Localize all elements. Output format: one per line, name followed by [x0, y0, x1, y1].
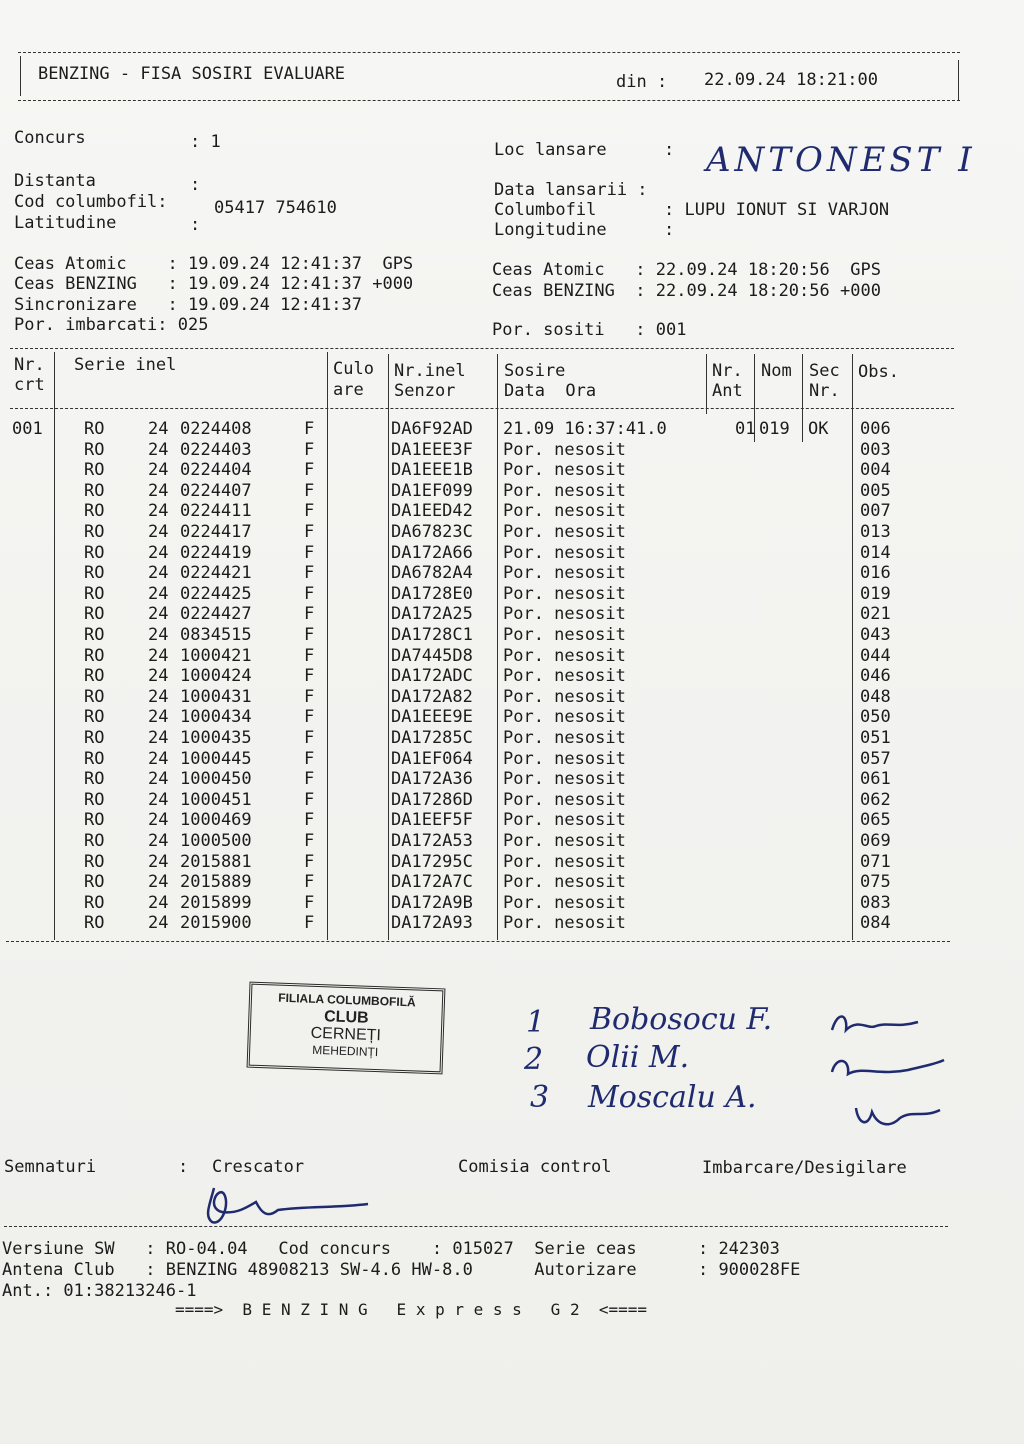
cell-sex: F — [304, 728, 315, 748]
cell-tara: RO — [84, 583, 105, 604]
cell-an: 24 — [148, 501, 169, 522]
ceas-benzing-end: Ceas BENZING : 22.09.24 18:20:56 +000 — [492, 281, 881, 301]
cell-sex: F — [304, 522, 315, 542]
distanta-label: Distanta — [14, 171, 96, 191]
cell-inel: 0224427 — [180, 604, 252, 625]
cell-obs: 013 — [860, 522, 891, 542]
header-nr: Nr. — [14, 355, 45, 375]
cell-obs: 007 — [860, 501, 891, 522]
cell-an: 24 — [148, 439, 169, 460]
ceas-atomic-end: Ceas Atomic : 22.09.24 18:20:56 GPS — [492, 260, 881, 280]
cell-sex: F — [304, 769, 315, 790]
cell-tara: RO — [84, 563, 105, 584]
cell-senzor: DA172A93 — [391, 913, 473, 934]
concurs-label: Concurs — [14, 128, 86, 148]
cell-an: 24 — [148, 707, 169, 728]
cell-obs: 084 — [860, 913, 891, 934]
cell-sosire: Por. nesosit — [503, 851, 626, 872]
crescator-signature — [196, 1182, 376, 1232]
cell-senzor: DA6782A4 — [391, 563, 473, 584]
table-row — [0, 687, 1000, 708]
cell-tara: RO — [84, 480, 105, 501]
table-row — [0, 831, 1000, 852]
cell-an: 24 — [148, 748, 169, 769]
cell-inel: 0224407 — [180, 480, 252, 501]
cell-senzor: DA17295C — [391, 851, 473, 872]
cell-obs: 016 — [860, 563, 891, 584]
cell-sosire: Por. nesosit — [503, 707, 626, 728]
cell-an: 24 — [148, 851, 169, 872]
cell-sex: F — [304, 707, 315, 728]
document-title: BENZING - FISA SOSIRI EVALUARE — [38, 64, 346, 84]
cell-an: 24 — [148, 604, 169, 625]
cell-an: 24 — [148, 563, 169, 584]
commission-1-number: 1 — [526, 1005, 546, 1040]
table-row — [0, 728, 1000, 749]
cell-an: 24 — [148, 872, 169, 893]
table-row — [0, 501, 1000, 522]
cell-obs: 061 — [860, 769, 891, 790]
cell-tara: RO — [84, 728, 105, 748]
cell-obs: 083 — [860, 892, 891, 913]
table-row — [0, 419, 1000, 440]
cell-obs: 021 — [860, 604, 891, 625]
table-header-bottom-border — [10, 408, 954, 409]
cell-sosire: Por. nesosit — [503, 892, 626, 913]
table-bottom-border — [6, 941, 950, 942]
cell-an: 24 — [148, 542, 169, 563]
longitudine-value: : — [664, 220, 675, 240]
cell-senzor: DA1EF099 — [391, 480, 473, 501]
latitudine-value: : — [190, 215, 201, 235]
ceas-atomic-start: Ceas Atomic : 19.09.24 12:41:37 GPS — [14, 254, 414, 274]
stamp-line-2: CLUB — [323, 1008, 369, 1027]
cell-obs: 014 — [860, 542, 891, 563]
table-row — [0, 810, 1000, 831]
cell-an: 24 — [148, 831, 169, 851]
cell-inel: 1000450 — [180, 769, 252, 790]
concurs-value: : 1 — [190, 132, 221, 152]
commission-2-number: 2 — [524, 1042, 544, 1077]
commission-1-name: Bobosocu F. — [590, 1002, 773, 1037]
header-nr-ant: Nr. — [712, 361, 743, 381]
table-row — [0, 563, 1000, 584]
cell-sex: F — [304, 460, 315, 481]
semnaturi-colon: : — [178, 1157, 189, 1177]
cell-senzor: DA172A7C — [391, 872, 473, 893]
cell-sex: F — [304, 748, 315, 769]
cell-sex: F — [304, 789, 315, 810]
cell-obs: 057 — [860, 748, 891, 769]
cell-senzor: DA1728E0 — [391, 583, 473, 604]
cell-inel: 0224425 — [180, 583, 252, 604]
cell-sosire: Por. nesosit — [503, 831, 626, 851]
cell-sosire: Por. nesosit — [503, 501, 626, 522]
cell-senzor: DA1EEE3F — [391, 439, 473, 460]
table-row — [0, 543, 1000, 564]
header-culoare-1: Culo — [333, 359, 374, 379]
table-row — [0, 893, 1000, 914]
cell-an: 24 — [148, 728, 169, 748]
cell-inel: 1000451 — [180, 789, 252, 810]
cell-sosire: Por. nesosit — [503, 645, 626, 666]
loc-lansare-colon: : — [664, 140, 675, 160]
cell-obs: 043 — [860, 625, 891, 645]
cell-obs: 065 — [860, 810, 891, 831]
cell-senzor: DA1EF064 — [391, 748, 473, 769]
table-row — [0, 707, 1000, 728]
cell-sosire: Por. nesosit — [503, 625, 626, 645]
cell-sosire: Por. nesosit — [503, 542, 626, 563]
crescator-label: Crescator — [212, 1157, 305, 1177]
cell-obs: 062 — [860, 789, 891, 810]
table-row — [0, 646, 1000, 667]
table-row — [0, 769, 1000, 790]
stamp-line-1: FILIALA COLUMBOFILĂ — [278, 990, 416, 1010]
cell-sex: F — [304, 872, 315, 893]
table-row — [0, 584, 1000, 605]
cell-sex: F — [304, 480, 315, 501]
cell-obs: 051 — [860, 728, 891, 748]
cell-obs: 071 — [860, 851, 891, 872]
table-row — [0, 604, 1000, 625]
header-right-edge — [958, 60, 959, 100]
cell-sosire: Por. nesosit — [503, 604, 626, 625]
commission-signatures — [828, 1000, 948, 1150]
cell-senzor: DA7445D8 — [391, 645, 473, 666]
cell-senzor: DA172A53 — [391, 831, 473, 851]
cell-an: 24 — [148, 625, 169, 645]
cell-sosire: Por. nesosit — [503, 913, 626, 934]
cell-senzor: DA6F92AD — [391, 419, 473, 439]
footer-ant: Ant.: 01:38213246-1 — [2, 1281, 197, 1301]
cell-an: 24 — [148, 460, 169, 481]
header-sec-nr: Nr. — [809, 381, 840, 401]
cell-an: 24 — [148, 645, 169, 666]
cell-tara: RO — [84, 625, 105, 645]
cell-sex: F — [304, 645, 315, 666]
cell-sosire: Por. nesosit — [503, 686, 626, 707]
cell-obs: 006 — [860, 419, 891, 439]
cell-obs: 046 — [860, 666, 891, 687]
cell-tara: RO — [84, 522, 105, 542]
cell-tara: RO — [84, 913, 105, 934]
club-stamp — [247, 982, 446, 1075]
cell-an: 24 — [148, 522, 169, 542]
table-row — [0, 913, 1000, 934]
cell-obs: 075 — [860, 872, 891, 893]
cell-tara: RO — [84, 789, 105, 810]
header-top-border — [18, 52, 960, 53]
cell-senzor: DA17285C — [391, 728, 473, 748]
cell-tara: RO — [84, 892, 105, 913]
cell-sex: F — [304, 439, 315, 460]
cell-tara: RO — [84, 872, 105, 893]
commission-3-number: 3 — [530, 1080, 550, 1115]
table-row — [0, 440, 1000, 461]
cell-inel: 1000424 — [180, 666, 252, 687]
cell-an: 24 — [148, 480, 169, 501]
cell-obs: 003 — [860, 439, 891, 460]
cell-sex: F — [304, 501, 315, 522]
stamp-line-4: MEHEDINȚI — [311, 1042, 379, 1060]
cell-obs: 004 — [860, 460, 891, 481]
header-senzor: Senzor — [394, 381, 456, 401]
cell-inel: 1000469 — [180, 810, 252, 831]
header-left-edge — [20, 56, 21, 96]
table-row — [0, 872, 1000, 893]
footer-versiune: Versiune SW : RO-04.04 Cod concurs : 015027 Serie ceas : 242303 — [2, 1239, 780, 1259]
commission-2-name: Olii M. — [586, 1040, 690, 1075]
cell-tara: RO — [84, 769, 105, 790]
cell-obs: 048 — [860, 686, 891, 707]
cell-sex: F — [304, 810, 315, 831]
semnaturi-label: Semnaturi — [4, 1157, 97, 1177]
cell-senzor: DA172ADC — [391, 666, 473, 687]
cell-inel: 2015889 — [180, 872, 252, 893]
cell-inel: 1000421 — [180, 645, 252, 666]
cod-columbofil-value: 05417 754610 — [214, 198, 337, 218]
cell-senzor: DA172A82 — [391, 686, 473, 707]
cell-sex: F — [304, 892, 315, 913]
cell-inel: 2015899 — [180, 892, 252, 913]
cell-tara: RO — [84, 666, 105, 687]
cell-sec: OK — [808, 419, 829, 439]
cell-sex: F — [304, 666, 315, 687]
cell-inel: 1000431 — [180, 686, 252, 707]
table-row — [0, 481, 1000, 502]
cell-senzor: DA172A9B — [391, 892, 473, 913]
cell-inel: 2015900 — [180, 913, 252, 934]
commission-3-name: Moscalu A. — [588, 1080, 757, 1115]
cell-an: 24 — [148, 583, 169, 604]
cell-senzor: DA172A25 — [391, 604, 473, 625]
table-row — [0, 749, 1000, 770]
cell-tara: RO — [84, 707, 105, 728]
cell-sosire: Por. nesosit — [503, 522, 626, 542]
header-crt: crt — [14, 375, 45, 395]
table-row — [0, 625, 1000, 646]
cell-inel: 0224404 — [180, 460, 252, 481]
cell-nr: 001 — [12, 419, 43, 439]
cell-sex: F — [304, 542, 315, 563]
cell-an: 24 — [148, 686, 169, 707]
cell-senzor: DA1EED42 — [391, 501, 473, 522]
cell-tara: RO — [84, 831, 105, 851]
cell-sosire: Por. nesosit — [503, 789, 626, 810]
cell-inel: 0834515 — [180, 625, 252, 645]
cell-senzor: DA172A36 — [391, 769, 473, 790]
distanta-value: : — [190, 175, 201, 195]
cell-inel: 0224408 — [180, 419, 252, 439]
table-header-top-border — [10, 348, 954, 349]
cell-inel: 1000434 — [180, 707, 252, 728]
cell-inel: 0224403 — [180, 439, 252, 460]
cell-sosire: Por. nesosit — [503, 728, 626, 748]
cell-sosire: Por. nesosit — [503, 769, 626, 790]
header-obs: Obs. — [858, 362, 899, 382]
header-bottom-border — [18, 100, 960, 101]
table-row — [0, 666, 1000, 687]
header-nrinel: Nr.inel — [394, 361, 466, 381]
sincronizare: Sincronizare : 19.09.24 12:41:37 — [14, 295, 362, 315]
cell-sosire: 21.09 16:37:41.0 — [503, 419, 667, 439]
ceas-benzing-start: Ceas BENZING : 19.09.24 12:41:37 +000 — [14, 274, 414, 294]
footer-banner: ====> B E N Z I N G E x p r e s s G 2 <==== — [175, 1300, 648, 1319]
cell-sex: F — [304, 583, 315, 604]
comisia-control-label: Comisia control — [458, 1157, 612, 1177]
cell-obs: 044 — [860, 645, 891, 666]
cell-senzor: DA67823C — [391, 522, 473, 542]
data-lansarii-label: Data lansarii : — [494, 180, 648, 200]
longitudine-label: Longitudine — [494, 220, 607, 240]
cell-an: 24 — [148, 789, 169, 810]
cell-tara: RO — [84, 542, 105, 563]
header-sosire: Sosire — [504, 361, 566, 381]
cell-sex: F — [304, 604, 315, 625]
loc-lansare-handwritten: ANTONEST I — [706, 140, 976, 180]
columbofil-value: : LUPU IONUT SI VARJON — [664, 200, 890, 220]
cell-tara: RO — [84, 439, 105, 460]
columbofil-label: Columbofil — [494, 200, 597, 220]
cell-inel: 1000445 — [180, 748, 252, 769]
cell-senzor: DA1EEE1B — [391, 460, 473, 481]
cell-tara: RO — [84, 604, 105, 625]
table-row — [0, 460, 1000, 481]
table-row — [0, 522, 1000, 543]
footer-antena: Antena Club : BENZING 48908213 SW-4.6 HW-8.0 Autorizare : 900028FE — [2, 1260, 801, 1280]
cell-senzor: DA17286D — [391, 789, 473, 810]
stamp-line-3: CERNEȚI — [310, 1024, 382, 1045]
cell-senzor: DA1EEF5F — [391, 810, 473, 831]
cell-nom: 019 — [759, 419, 790, 439]
imbarcare-label: Imbarcare/Desigilare — [702, 1158, 907, 1178]
col-sep-sosire — [706, 354, 707, 414]
cell-senzor: DA172A66 — [391, 542, 473, 563]
cell-an: 24 — [148, 892, 169, 913]
cell-tara: RO — [84, 748, 105, 769]
cell-sosire: Por. nesosit — [503, 439, 626, 460]
cell-inel: 1000435 — [180, 728, 252, 748]
porumbei-imbarcati: Por. imbarcati: 025 — [14, 315, 209, 335]
cell-inel: 0224419 — [180, 542, 252, 563]
cell-obs: 050 — [860, 707, 891, 728]
cell-senzor: DA1728C1 — [391, 625, 473, 645]
cell-sosire: Por. nesosit — [503, 748, 626, 769]
cell-sosire: Por. nesosit — [503, 583, 626, 604]
cell-ant: 01 — [735, 419, 756, 439]
header-nom: Nom — [761, 361, 792, 381]
cell-tara: RO — [84, 460, 105, 481]
cell-an: 24 — [148, 419, 169, 439]
footer-top-border — [4, 1226, 948, 1227]
cell-sosire: Por. nesosit — [503, 872, 626, 893]
cell-sosire: Por. nesosit — [503, 460, 626, 481]
cell-inel: 2015881 — [180, 851, 252, 872]
cell-sex: F — [304, 913, 315, 934]
header-sec: Sec — [809, 361, 840, 381]
cell-tara: RO — [84, 419, 105, 439]
cell-sex: F — [304, 831, 315, 851]
header-culoare-2: are — [333, 380, 364, 400]
cell-inel: 0224421 — [180, 563, 252, 584]
cell-tara: RO — [84, 645, 105, 666]
cell-tara: RO — [84, 686, 105, 707]
cell-an: 24 — [148, 810, 169, 831]
cell-senzor: DA1EEE9E — [391, 707, 473, 728]
porumbei-sositi: Por. sositi : 001 — [492, 320, 687, 340]
cell-sosire: Por. nesosit — [503, 480, 626, 501]
cell-sex: F — [304, 563, 315, 584]
cell-tara: RO — [84, 810, 105, 831]
header-serie-inel: Serie inel — [74, 355, 177, 375]
table-row — [0, 790, 1000, 811]
date-label: din : — [616, 72, 668, 92]
table-row — [0, 852, 1000, 873]
header-ant: Ant — [712, 381, 743, 401]
cell-inel: 1000500 — [180, 831, 252, 851]
latitudine-label: Latitudine — [14, 213, 117, 233]
cell-sex: F — [304, 851, 315, 872]
cell-sosire: Por. nesosit — [503, 563, 626, 584]
cell-sosire: Por. nesosit — [503, 810, 626, 831]
cell-inel: 0224417 — [180, 522, 252, 542]
cell-an: 24 — [148, 666, 169, 687]
cell-an: 24 — [148, 913, 169, 934]
cell-tara: RO — [84, 501, 105, 522]
date-value: 22.09.24 18:21:00 — [704, 70, 878, 90]
cell-sex: F — [304, 686, 315, 707]
header-data-ora: Data Ora — [504, 381, 597, 401]
cell-obs: 069 — [860, 831, 891, 851]
cell-tara: RO — [84, 851, 105, 872]
cell-obs: 005 — [860, 480, 891, 501]
loc-lansare-label: Loc lansare — [494, 140, 607, 160]
cell-sex: F — [304, 625, 315, 645]
cell-sex: F — [304, 419, 315, 439]
cell-inel: 0224411 — [180, 501, 252, 522]
cod-columbofil-label: Cod columbofil: — [14, 192, 168, 212]
cell-an: 24 — [148, 769, 169, 790]
cell-obs: 019 — [860, 583, 891, 604]
cell-sosire: Por. nesosit — [503, 666, 626, 687]
